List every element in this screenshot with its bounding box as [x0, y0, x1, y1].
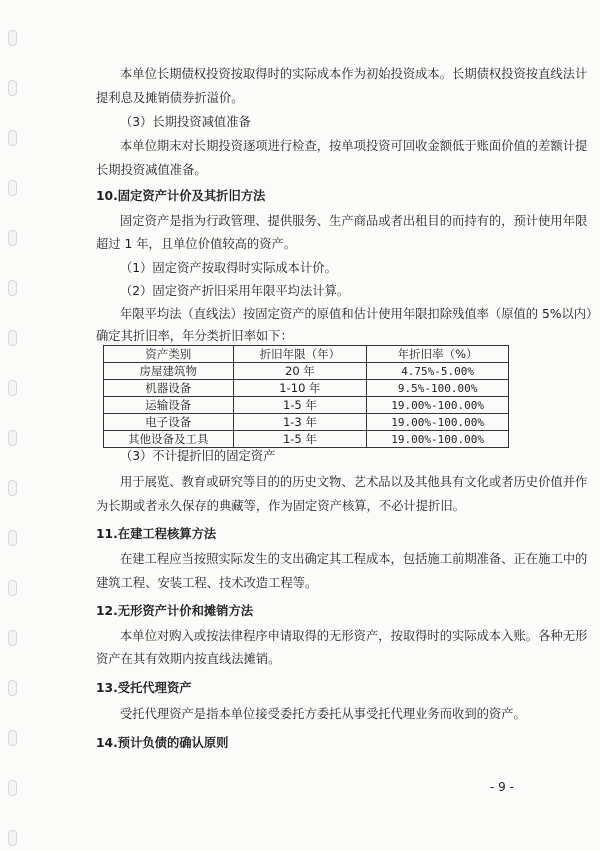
paragraph-line: 用于展览、教育或研究等目的的历史文物、艺术品以及其他具有文化或者历史价值并作 — [120, 475, 588, 489]
binding-hole — [8, 80, 17, 96]
paragraph-line: 本单位期末对长期投资逐项进行检查，按单项投资可回收金额低于账面价值的差额计提 — [120, 139, 588, 153]
binding-hole — [8, 380, 17, 396]
paragraph-line: 建筑工程、安装工程、技术改造工程等。 — [96, 576, 318, 590]
subsection-label: （3）不计提折旧的固定资产 — [120, 449, 276, 463]
table-cell: 1-5 年 — [233, 397, 367, 414]
table-cell: 20 年 — [233, 363, 367, 380]
binding-hole — [8, 130, 17, 146]
binding-hole — [8, 730, 17, 746]
section-heading: 14.预计负债的确认原则 — [96, 736, 229, 750]
paragraph-line: 年限平均法（直线法）按固定资产的原值和估计使用年限扣除残值率（原值的 5%以内） — [120, 307, 599, 321]
binding-hole — [8, 280, 17, 296]
paragraph-line: 确定其折旧率，年分类折旧率如下： — [96, 329, 293, 343]
section-heading: 12.无形资产计价和摊销方法 — [96, 604, 254, 618]
table-row — [104, 380, 509, 397]
binding-hole — [8, 30, 17, 46]
column-header: 年折旧率（%） — [367, 346, 509, 363]
binding-hole — [8, 530, 17, 546]
paragraph-line: 受托代理资产是指本单位接受委托方委托从事受托代理业务而收到的资产。 — [120, 707, 526, 721]
table-cell: 运输设备 — [104, 397, 234, 414]
binding-hole — [8, 830, 17, 846]
subsection-label: （1）固定资产按取得时实际成本计价。 — [120, 261, 337, 275]
table-cell: 19.00%-100.00% — [367, 431, 509, 448]
section-heading: 11.在建工程核算方法 — [96, 527, 217, 541]
section-heading: 10.固定资产计价及其折旧方法 — [96, 189, 266, 203]
binding-hole — [8, 780, 17, 796]
paragraph-line: 为长期或者永久保存的典藏等，作为固定资产核算，不必计提折旧。 — [96, 499, 465, 513]
binding-hole — [8, 230, 17, 246]
paragraph-line: 提利息及摊销债券折溢价。 — [96, 91, 244, 105]
binding-hole — [8, 580, 17, 596]
table-cell: 1-3 年 — [233, 414, 367, 431]
section-heading: 13.受托代理资产 — [96, 681, 192, 695]
table-row — [104, 363, 509, 380]
column-header: 资产类别 — [104, 346, 234, 363]
column-header: 折旧年限（年） — [233, 346, 367, 363]
table-cell: 4.75%-5.00% — [367, 363, 509, 380]
binding-hole — [8, 630, 17, 646]
binding-hole — [8, 430, 17, 446]
table-cell: 19.00%-100.00% — [367, 397, 509, 414]
paragraph-line: 固定资产是指为行政管理、提供服务、生产商品或者出租目的而持有的，预计使用年限 — [120, 214, 588, 228]
table-cell: 9.5%-100.00% — [367, 380, 509, 397]
binding-hole — [8, 180, 17, 196]
paragraph-line: 超过 1 年，且单位价值较高的资产。 — [96, 237, 297, 251]
paragraph-line: 本单位对购入或按法律程序申请取得的无形资产，按取得时的实际成本入账。各种无形 — [120, 629, 588, 643]
table-row — [104, 431, 509, 448]
subsection-label: （3）长期投资减值准备 — [120, 115, 251, 129]
table-cell: 19.00%-100.00% — [367, 414, 509, 431]
table-row — [104, 414, 509, 431]
table-cell: 机器设备 — [104, 380, 234, 397]
binding-hole — [8, 330, 17, 346]
table-cell: 1-5 年 — [233, 431, 367, 448]
table-cell: 1-10 年 — [233, 380, 367, 397]
binding-hole — [8, 480, 17, 496]
binding-hole — [8, 680, 17, 696]
paragraph-line: 在建工程应当按照实际发生的支出确定其工程成本，包括施工前期准备、正在施工中的 — [120, 552, 588, 566]
paragraph-line: 本单位长期债权投资按取得时的实际成本作为初始投资成本。长期债权投资按直线法计 — [120, 67, 588, 81]
paragraph-line: 长期投资减值准备。 — [96, 163, 207, 177]
table-header-row — [104, 346, 509, 363]
page-number: - 9 - — [490, 780, 514, 794]
table-cell: 房屋建筑物 — [104, 363, 234, 380]
table-cell: 其他设备及工具 — [104, 431, 234, 448]
table-row — [104, 397, 509, 414]
subsection-label: （2）固定资产折旧采用年限平均法计算。 — [120, 284, 350, 298]
depreciation-table — [103, 345, 509, 448]
paragraph-line: 资产在其有效期内按直线法摊销。 — [96, 652, 281, 666]
table-cell: 电子设备 — [104, 414, 234, 431]
